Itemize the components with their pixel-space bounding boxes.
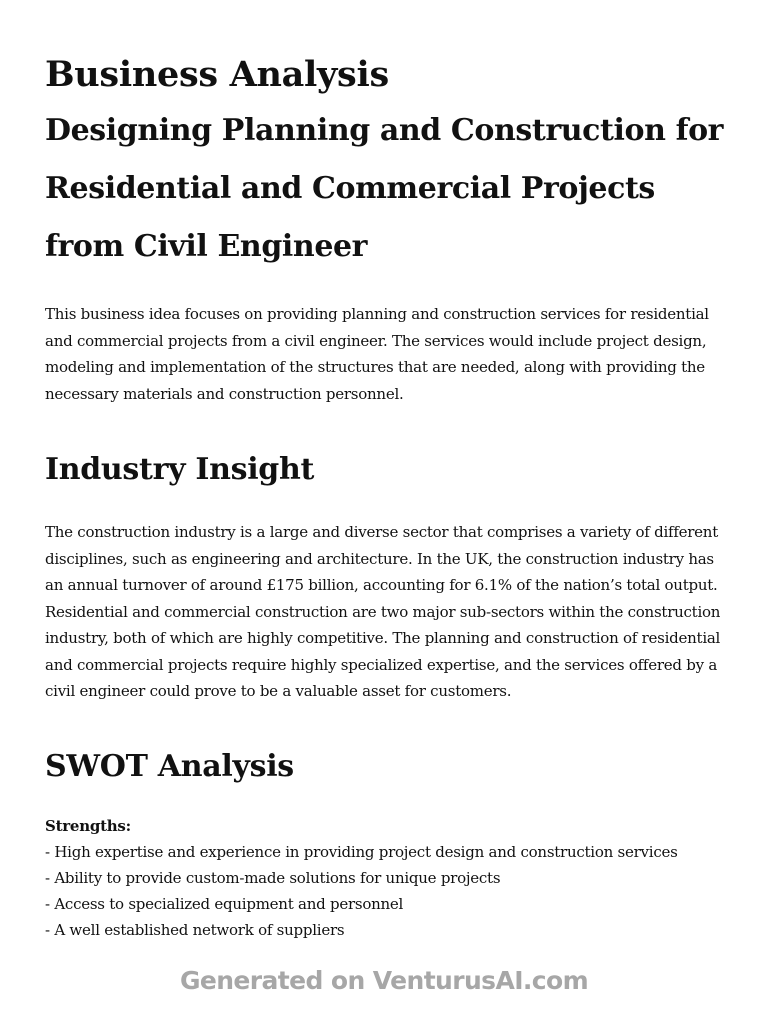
list-item: - A well established network of suppliers [45, 921, 345, 939]
swot-analysis-heading: SWOT Analysis [45, 748, 294, 784]
document-page [45, 52, 735, 943]
strengths-list [45, 839, 735, 943]
intro-paragraph: This business idea focuses on providing planning and construction services for residential and commercial projects from a civil engineer. The services would include project design, modeling and implementation of the structures that are needed, along with providing the necessary materials and construction personnel. [45, 305, 709, 403]
page-title: Business Analysis [45, 54, 389, 95]
page-subtitle: Designing Planning and Construction for Residential and Commercial Projects from Civil Engineer [45, 113, 724, 264]
list-item: - Access to specialized equipment and personnel [45, 895, 404, 913]
list-item: - Ability to provide custom-made solutions for unique projects [45, 869, 501, 887]
industry-insight-paragraph: The construction industry is a large and diverse sector that comprises a variety of different disciplines, such as engineering and architecture. In the UK, the construction industry has an annual turnover of around £175 billion, accounting for 6.1% of the nation’s total output. Residential and commercial construction are two major sub-sectors within the construction industry, both of which are highly competitive. The planning and construction of residential and commercial projects require highly specialized expertise, and the services offered by a civil engineer could prove to be a valuable asset for customers. [45, 523, 721, 700]
footer-watermark: Generated on VenturusAI.com [179, 966, 589, 995]
industry-insight-heading: Industry Insight [45, 452, 315, 487]
strengths-label: Strengths: [45, 816, 131, 835]
list-item: - High expertise and experience in providing project design and construction services [45, 843, 678, 861]
